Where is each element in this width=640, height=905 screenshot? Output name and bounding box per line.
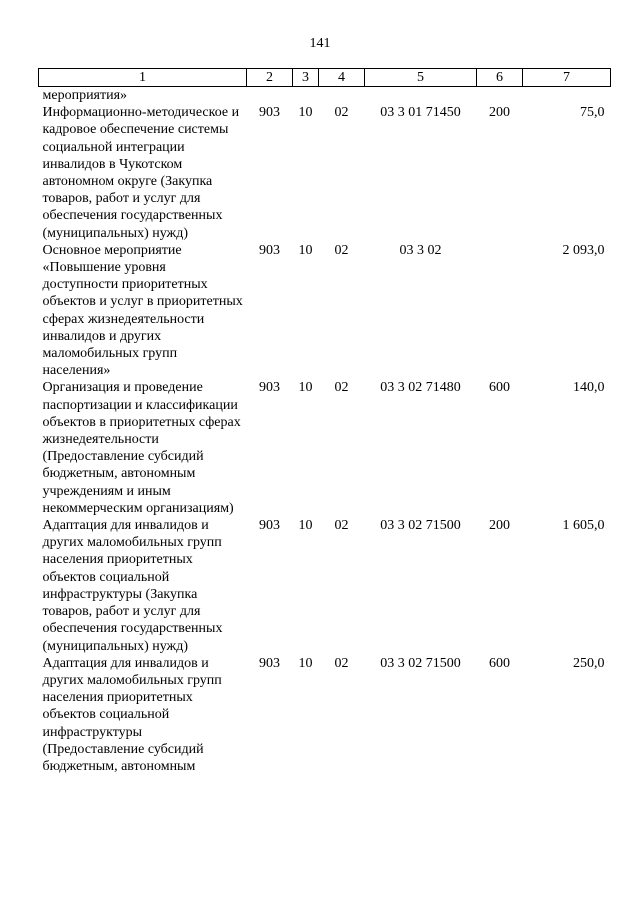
row-ministry: 903 — [259, 518, 280, 534]
page-number: 141 — [309, 36, 331, 51]
row-section — [293, 87, 319, 105]
row-name: Основное мероприятие «Повышение уровня доступности приоритетных объектов и услуг в приоритетных сферах жизнедеятельности инвалидов и других маломобильных групп населения» — [42, 242, 243, 379]
row-section: 10 — [298, 380, 313, 396]
row-target-code: 03 3 02 — [399, 242, 442, 258]
row-amount: 75,0 — [580, 105, 605, 121]
row-ministry: 903 — [259, 105, 280, 121]
row-target-code: 03 3 02 71500 — [380, 655, 461, 671]
header-row — [39, 69, 611, 87]
row-target-code — [365, 87, 477, 105]
budget-table — [38, 68, 611, 775]
row-ministry — [247, 87, 293, 105]
table-header — [39, 69, 611, 87]
row-section: 10 — [298, 518, 313, 534]
header-col-4: 4 — [319, 69, 365, 87]
row-subsection: 02 — [334, 242, 349, 258]
table-row — [39, 655, 611, 775]
header-col-7: 7 — [523, 69, 611, 87]
row-expense-type: 600 — [489, 380, 510, 396]
row-subsection: 02 — [334, 380, 349, 396]
row-amount: 250,0 — [573, 655, 605, 671]
row-expense-type: 200 — [489, 518, 510, 534]
row-ministry: 903 — [259, 242, 280, 258]
row-name: Организация и проведение паспортизации и классификации объектов в приоритетных сферах жизнедеятельности (Предоставление субсидий бюджетным, автономным учреждениям и иным некоммерческим организациям) — [42, 380, 241, 516]
row-expense-type: 200 — [489, 105, 510, 121]
header-col-3: 3 — [293, 69, 319, 87]
row-expense-type: 600 — [489, 655, 510, 671]
header-col-5: 5 — [365, 69, 477, 87]
row-target-code: 03 3 02 71480 — [380, 380, 461, 396]
row-amount: 140,0 — [573, 380, 605, 396]
row-ministry: 903 — [259, 380, 280, 396]
table-row — [39, 242, 611, 380]
row-target-code: 03 3 02 71500 — [380, 518, 461, 534]
row-subsection: 02 — [334, 105, 349, 121]
row-ministry: 903 — [259, 655, 280, 671]
table-row — [39, 379, 611, 517]
row-amount: 1 605,0 — [562, 518, 605, 534]
row-amount: 2 093,0 — [562, 242, 605, 258]
row-name: Адаптация для инвалидов и других маломобильных групп населения приоритетных объектов социальной инфраструктуры (Предоставление субсидий бюджетным, автономным — [42, 655, 222, 774]
row-name: Информационно-методическое и кадровое обеспечение системы социальной интеграции инвалидов в Чукотском автономном округе (Закупка товаров, работ и услуг для обеспечения государственных (муниципальных) нужд) — [42, 105, 240, 241]
header-col-1: 1 — [39, 69, 247, 87]
table-row — [39, 104, 611, 242]
header-col-2: 2 — [247, 69, 293, 87]
row-subsection: 02 — [334, 518, 349, 534]
row-amount — [523, 87, 611, 105]
header-col-6: 6 — [477, 69, 523, 87]
row-section: 10 — [298, 655, 313, 671]
row-section: 10 — [298, 105, 313, 121]
row-expense-type — [477, 242, 523, 380]
table-body — [39, 87, 611, 776]
row-target-code: 03 3 01 71450 — [380, 105, 461, 121]
table-row — [39, 87, 611, 105]
row-subsection — [319, 87, 365, 105]
row-section: 10 — [298, 242, 313, 258]
row-name: Адаптация для инвалидов и других маломобильных групп населения приоритетных объектов социальной инфраструктуры (Закупка товаров, работ и услуг для обеспечения государственных (муниципальных) нужд) — [42, 518, 223, 654]
row-name: мероприятия» — [42, 88, 128, 103]
row-expense-type — [477, 87, 523, 105]
table-row — [39, 517, 611, 655]
row-subsection: 02 — [334, 655, 349, 671]
